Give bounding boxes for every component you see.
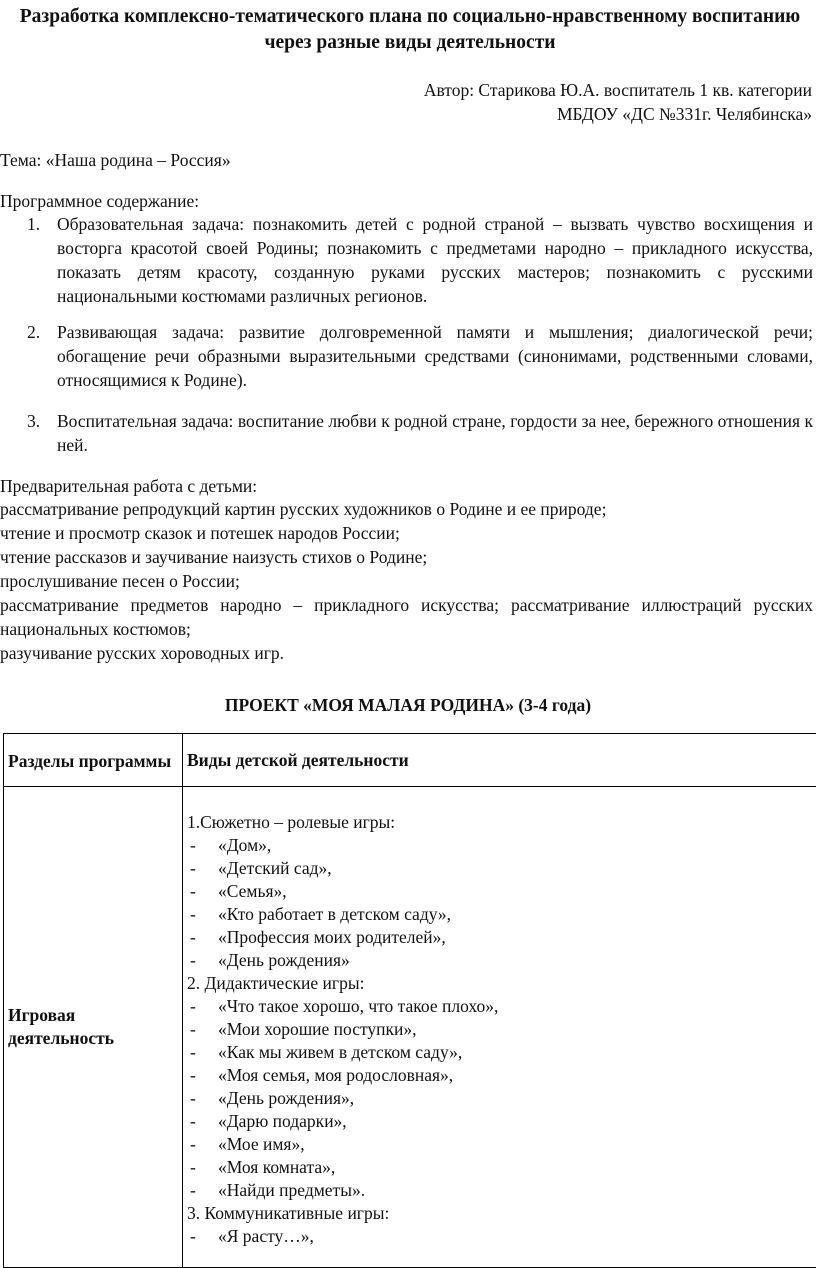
preparatory-item: прослушивание песен о России;	[0, 569, 813, 593]
document-title: Разработка комплексно-тематического плана по социально-нравственному воспитанию через разные виды деятельности	[10, 4, 810, 56]
list-item-text: «Кто работает в детском саду»,	[218, 904, 451, 924]
group-heading-roleplay: 1.Сюжетно – ролевые игры:	[187, 811, 816, 834]
program-heading: Программное содержание:	[0, 189, 199, 213]
list-item-text: «Моя комната»,	[218, 1157, 335, 1177]
list-item-text: «Что такое хорошо, что такое плохо»,	[218, 996, 498, 1016]
dash-marker: -	[190, 926, 196, 949]
list-item	[187, 995, 816, 1018]
list-item	[187, 926, 816, 949]
list-item-text: «Моя семья, моя родословная»,	[218, 1065, 453, 1085]
dash-marker: -	[190, 995, 196, 1018]
dash-marker: -	[190, 903, 196, 926]
preparatory-heading: Предварительная работа с детьми:	[0, 474, 257, 498]
dash-marker: -	[190, 1133, 196, 1156]
author-line-1: Автор: Старикова Ю.А. воспитатель 1 кв. категории	[212, 78, 812, 102]
task-item	[0, 212, 813, 308]
activities-list	[187, 807, 816, 1248]
list-item	[187, 903, 816, 926]
dash-marker: -	[190, 1018, 196, 1041]
preparatory-item: чтение и просмотр сказок и потешек народов России;	[0, 521, 813, 545]
dash-marker: -	[190, 1041, 196, 1064]
list-item	[187, 880, 816, 903]
activities-cell	[183, 787, 816, 1268]
list-item-text: «Мои хорошие поступки»,	[218, 1019, 417, 1039]
group-heading-didactic: 2. Дидактические игры:	[187, 972, 816, 995]
list-item-text: «Я расту…»,	[218, 1226, 314, 1246]
list-item-text: «День рождения»	[218, 950, 350, 970]
dash-marker: -	[190, 1156, 196, 1179]
topic-line: Тема: «Наша родина – Россия»	[0, 148, 231, 172]
list-item-text: «Семья»,	[218, 881, 287, 901]
author-line-2: МБДОУ «ДС №331г. Челябинска»	[212, 102, 812, 126]
dash-marker: -	[190, 857, 196, 880]
preparatory-item: чтение рассказов и заучивание наизусть стихов о Родине;	[0, 545, 813, 569]
list-item	[187, 1041, 816, 1064]
author-block	[212, 78, 812, 126]
preparatory-item: разучивание русских хороводных игр.	[0, 641, 813, 665]
task-text: Образовательная задача: познакомить детей с родной страной – вызвать чувство восхищения и восторга красотой своей Родины; познакомить с предметами народно – прикладного искусства, показать детям красоту, созданную руками русских мастеров; познакомить с русскими национальными костюмами различных регионов.	[57, 214, 813, 306]
list-item-text: «Как мы живем в детском саду»,	[218, 1042, 462, 1062]
project-title: ПРОЕКТ «МОЯ МАЛАЯ РОДИНА» (3-4 года)	[0, 693, 816, 717]
list-item-text: «Мое имя»,	[218, 1134, 305, 1154]
list-item	[187, 1064, 816, 1087]
task-text: Воспитательная задача: воспитание любви к родной стране, гордости за нее, бережного отношения к ней.	[57, 411, 813, 455]
list-item	[187, 1018, 816, 1041]
list-item-text: «День рождения»,	[218, 1088, 354, 1108]
dash-marker: -	[190, 1225, 196, 1248]
list-item-text: «Детский сад»,	[218, 858, 332, 878]
activity-table	[3, 733, 816, 1268]
task-number: 1.	[27, 212, 40, 236]
list-item	[187, 834, 816, 857]
task-number: 2.	[27, 320, 40, 344]
task-item	[0, 409, 813, 457]
task-item	[0, 320, 813, 392]
list-item	[187, 857, 816, 880]
list-item	[187, 1110, 816, 1133]
list-item-text: «Профессия моих родителей»,	[218, 927, 446, 947]
table-row	[4, 787, 816, 1268]
list-item	[187, 1225, 816, 1248]
list-item-text: «Дарю подарки»,	[218, 1111, 347, 1131]
list-item	[187, 1179, 816, 1202]
dash-marker: -	[190, 1110, 196, 1133]
dash-marker: -	[190, 1087, 196, 1110]
dash-marker: -	[190, 834, 196, 857]
dash-marker: -	[190, 1179, 196, 1202]
section-cell: Игровая деятельность	[4, 787, 183, 1268]
dash-marker: -	[190, 1064, 196, 1087]
list-item-text: «Найди предметы».	[218, 1180, 365, 1200]
list-item-text: «Дом»,	[218, 835, 271, 855]
header-activities: Виды детской деятельности	[183, 734, 816, 787]
task-text: Развивающая задача: развитие долговременной памяти и мышления; диалогической речи; обогащение речи образными выразительными средствами (синонимами, родственными словами, относящимися к Родине).	[57, 322, 813, 390]
header-sections: Разделы программы	[4, 734, 183, 787]
dash-marker: -	[190, 949, 196, 972]
preparatory-list	[0, 497, 813, 665]
list-item	[187, 949, 816, 972]
dash-marker: -	[190, 880, 196, 903]
group-heading-communicative: 3. Коммуникативные игры:	[187, 1202, 816, 1225]
list-item	[187, 1156, 816, 1179]
list-item	[187, 1133, 816, 1156]
list-item	[187, 1087, 816, 1110]
task-number: 3.	[27, 409, 40, 433]
preparatory-item: рассматривание предметов народно – прикладного искусства; рассматривание иллюстраций русских национальных костюмов;	[0, 593, 813, 641]
table-header-row	[4, 734, 816, 787]
preparatory-item: рассматривание репродукций картин русских художников о Родине и ее природе;	[0, 497, 813, 521]
